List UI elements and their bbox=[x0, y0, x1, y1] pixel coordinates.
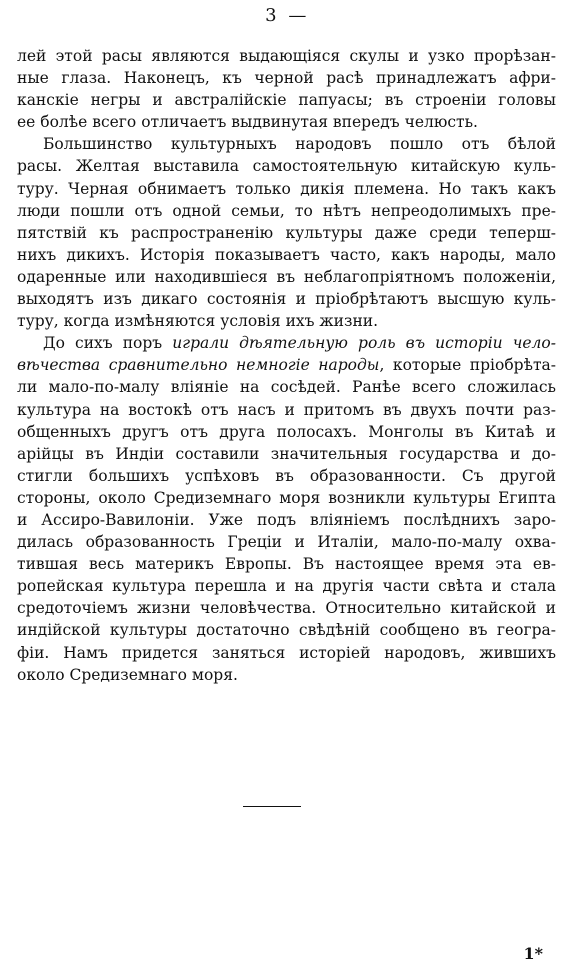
text-line: ее болѣе всего отличаетъ выдвинутая впередъ челюсть. bbox=[17, 113, 478, 132]
body-text bbox=[17, 45, 556, 686]
text-line: ные глаза. Наконецъ, къ черной расѣ принадлежатъ афри- bbox=[17, 69, 556, 88]
text-line: дилась образованность Греціи и Италіи, мало-по-малу охва- bbox=[17, 533, 556, 552]
text-line: люди пошли отъ одной семьи, то нѣтъ непреодолимыхъ пре- bbox=[17, 201, 556, 220]
paragraph-2 bbox=[17, 133, 556, 332]
text-line: тившая весь материкъ Европы. Въ настоящее время эта ев- bbox=[17, 555, 556, 574]
text-segment: , которые пріобрѣта- bbox=[379, 356, 556, 375]
text-line bbox=[17, 354, 556, 376]
page-number-dash: — bbox=[288, 5, 307, 26]
text-line: и Ассиро-Вавилоніи. Уже подъ вліяніемъ послѣднихъ заро- bbox=[17, 510, 556, 529]
text-line: стигли большихъ успѣховъ въ образованности. Съ другой bbox=[17, 466, 556, 485]
text-line: выходятъ изъ дикаго состоянія и пріобрѣтаютъ высшую куль- bbox=[17, 290, 556, 309]
text-line: арійцы въ Индіи составили значительныя государства и до- bbox=[17, 444, 556, 463]
text-line: ропейская культура перешла и на другія части свѣта и стала bbox=[17, 577, 556, 596]
text-line: туру, когда измѣняются условія ихъ жизни. bbox=[17, 312, 379, 331]
text-line: культура на востокѣ отъ насъ и притомъ въ двухъ почти раз- bbox=[17, 400, 556, 419]
text-line: расы. Желтая выставила самостоятельную китайскую куль- bbox=[17, 157, 556, 176]
italic-emphasis: играли дѣятельную роль въ исторіи чело- bbox=[172, 334, 556, 353]
section-divider bbox=[243, 806, 301, 807]
text-line: туру. Черная обнимаетъ только дикія племена. Но такъ какъ bbox=[17, 179, 556, 198]
text-line: нихъ дикихъ. Исторія показываетъ часто, какъ народы, мало bbox=[17, 245, 556, 264]
text-segment: До сихъ поръ bbox=[43, 334, 173, 353]
text-line: стороны, около Средиземнаго моря возникли культуры Египта bbox=[17, 488, 556, 507]
page-number-header bbox=[0, 5, 572, 26]
page-number: 3 bbox=[265, 5, 278, 26]
text-line bbox=[17, 332, 556, 354]
text-line: средоточіемъ жизни человѣчества. Относительно китайской и bbox=[17, 599, 556, 618]
text-line: ли мало-по-малу вліяніе на сосѣдей. Ранѣе всего сложилась bbox=[17, 378, 556, 397]
text-line: индійской культуры достаточно свѣдѣній сообщено въ геогра- bbox=[17, 621, 556, 640]
text-line: общенныхъ другъ отъ друга полосахъ. Монголы въ Китаѣ и bbox=[17, 422, 556, 441]
text-line: одаренные или находившіеся въ неблагопріятномъ положеніи, bbox=[17, 267, 556, 286]
text-line: фіи. Намъ придется заняться исторіей народовъ, жившихъ bbox=[17, 643, 556, 662]
printer-signature-mark: 1* bbox=[523, 944, 543, 963]
text-line: канскіе негры и австралійскіе папуасы; въ строеніи головы bbox=[17, 91, 556, 110]
text-line: Большинство культурныхъ народовъ пошло отъ бѣлой bbox=[43, 135, 556, 154]
text-line: около Средиземнаго моря. bbox=[17, 665, 238, 684]
paragraph-3 bbox=[17, 332, 556, 686]
text-line: лей этой расы являются выдающіяся скулы и узко прорѣзан- bbox=[17, 47, 556, 65]
paragraph-1 bbox=[17, 45, 556, 133]
text-line: пятствій къ распространенію культуры даже среди теперш- bbox=[17, 223, 556, 242]
italic-emphasis: вѣчества сравнительно немногіе народы bbox=[17, 356, 380, 375]
